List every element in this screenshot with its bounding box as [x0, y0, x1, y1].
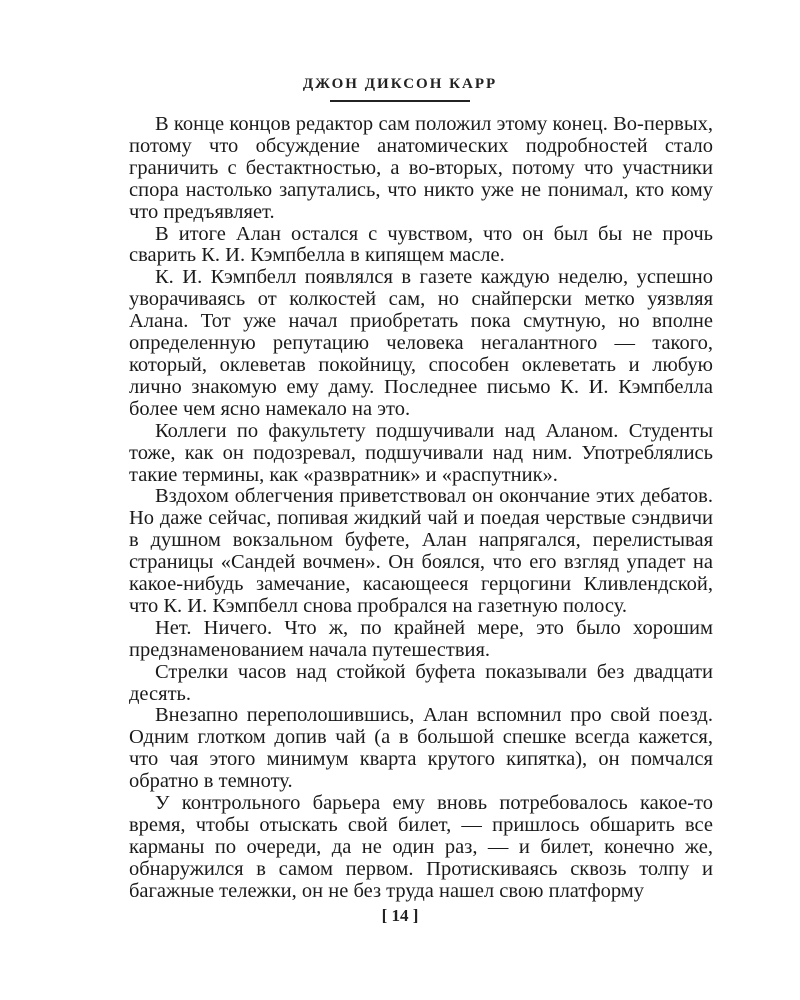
header-rule	[330, 100, 470, 102]
paragraph: Нет. Ничего. Что ж, по крайней мере, это было хорошим предзнаменованием начала путешествия.	[129, 616, 713, 661]
paragraph: Внезапно переполошившись, Алан вспомнил про свой поезд. Одним глотком допив чай (а в большой спешке всегда кажется, что чая этого минимум кварта крутого кипятка), он помчался обратно в темноту.	[129, 704, 713, 793]
page-number: [ 14 ]	[381, 906, 419, 925]
paragraph: У контрольного барьера ему вновь потребовалось какое-то время, чтобы отыскать свой билет, — пришлось обшарить все карманы по очереди, да не один раз, — и билет, конечно же, обнаружился в самом первом. Протискиваясь сквозь толпу и багажные тележки, он не без труда нашел свою платформу	[129, 792, 713, 902]
paragraph: Стрелки часов над стойкой буфета показывали без двадцати десять.	[129, 660, 713, 705]
paragraph: Коллеги по факультету подшучивали над Аланом. Студенты тоже, как он подозревал, подшучивали над ним. Употреблялись такие термины, как «развратник» и «распутник».	[129, 419, 713, 486]
body-text	[129, 114, 713, 903]
paragraph: В конце концов редактор сам положил этому конец. Во-первых, потому что обсуждение анатомических подробностей стало граничить с бестактностью, а во-вторых, потому что участники спора настолько запутались, что никто уже не понимал, кто кому что предъявляет.	[129, 113, 713, 223]
paragraph: К. И. Кэмпбелл появлялся в газете каждую неделю, успешно уворачиваясь от колкостей сам, но снайперски метко уязвляя Алана. Тот уже начал приобретать пока смутную, но вполне определенную репутацию человека негалантного — такого, который, оклеветав покойницу, способен оклеветать и любую лично знакомую ему даму. Последнее письмо К. И. Кэмпбелла более чем ясно намекало на это.	[129, 266, 713, 420]
running-head: ДЖОН ДИКСОН КАРР	[302, 76, 498, 92]
paragraph: В итоге Алан остался с чувством, что он был бы не прочь сварить К. И. Кэмпбелла в кипящем масле.	[129, 222, 713, 267]
paragraph: Вздохом облегчения приветствовал он окончание этих дебатов. Но даже сейчас, попивая жидкий чай и поедая черствые сэндвичи в душном вокзальном буфете, Алан напрягался, перелистывая страницы «Сандей вочмен». Он боялся, что его взгляд упадет на какое-нибудь замечание, касающееся герцогини Кливлендской, что К. И. Кэмпбелл снова пробрался на газетную полосу.	[129, 485, 713, 617]
